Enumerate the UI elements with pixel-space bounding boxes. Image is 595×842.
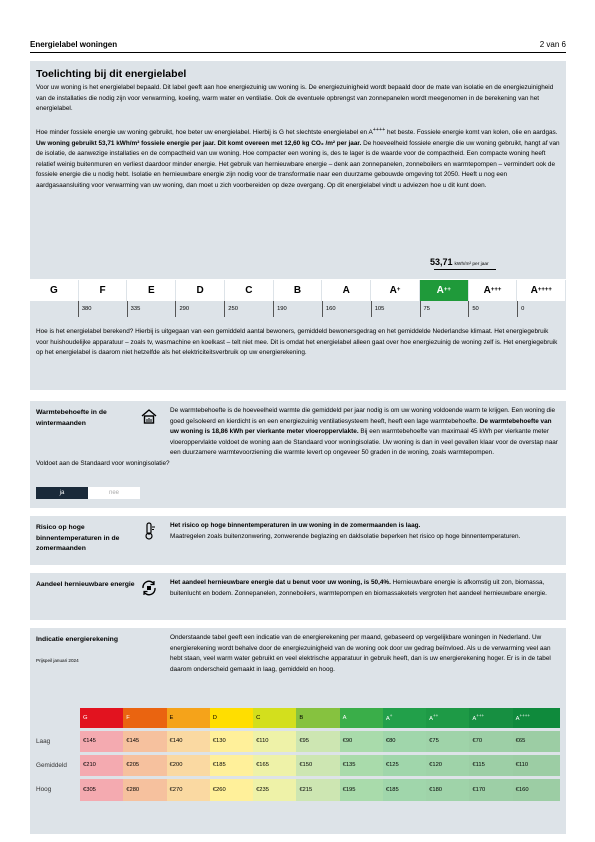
table-cell: €150 bbox=[296, 753, 339, 777]
table-cell: €280 bbox=[123, 777, 166, 801]
table-cell: €160 bbox=[513, 777, 560, 801]
calculation-paragraph: Hoe is het energielabel berekend? Hierbij is uitgegaan van een gemiddeld aantal bewoners, gemiddeld bewonersgedrag en het gemiddelde Nederlandse klimaat. Het energiegebruik voor huishoudelijke apparatuur – zoals tv, wasmachine en koelkast – telt niet mee. Dit is omdat het energielabel alleen gaat over hoe energiezuinig de woning zelf is. Het energiegebruik op het energielabel is daarom niet hetzelfde als het elektriciteitsverbruik op uw energierekening. bbox=[36, 328, 558, 356]
intro-section bbox=[30, 61, 566, 390]
intro-paragraph: Voor uw woning is het energielabel bepaald. Dit label geeft aan hoe energiezuinig uw woning is. De energiezuinigheid wordt bepaald door de mate van isolatie en de energiezuinigheid van de installaties die nodig zijn voor verwarming, koeling, warm water en ventilatie. Ook de eventuele opbrengst van zonnepanelen wordt meegenomen in de berekening van het energielabel. bbox=[36, 84, 554, 112]
column-header-4: C bbox=[253, 708, 296, 729]
table-cell: €235 bbox=[253, 777, 296, 801]
hernieuwbaar-section bbox=[30, 573, 566, 620]
section-label: Aandeel hernieuwbare energie bbox=[36, 581, 135, 588]
label-tick-6: 160 bbox=[322, 301, 371, 317]
fossil-paragraph: Hoe minder fossiele energie uw woning gebruikt, hoe beter uw energielabel. Hierbij is G het slechtste energielabel en A++++ het beste. Fossiele energie komt van kolen, olie en aardgas. Uw woning gebruikt 53,71 kWh/m² fossiele energie per jaar. Dit komt overeen met 12,60 kg CO₂ /m² per jaar. De hoeveelheid fossiele energie die uw woning gebruikt, hangt af van de isolatie, de aanwezige installaties en de compactheid van uw woning. Hoe compacter een woning is, des te lager is de waarde voor de compactheid. Een compacte woning heeft relatief weinig buitenmuren en verliest daardoor minder energie. Het gebruik van hernieuwbare energie – denk aan zonnepanelen, zonneboilers en warmtepompen – vermindert ook de fossiele energie die u nodig hebt. Isolatie en hernieuwbare energie zijn nodig voor de transformatie naar een duurzame gebouwde omgeving tot 2050. Heeft u nog een aardgasaansluiting voor verwarming van uw woning, dan moet u zich voorbereiden op deze overgang. Op dit energielabel vindt u adviezen hoe u dit kunt doen. bbox=[36, 127, 560, 189]
warmtebehoefte-section bbox=[30, 401, 566, 508]
standard-question: Voldoet aan de Standaard voor woningisolatie? bbox=[36, 460, 170, 467]
label-tick-2: 335 bbox=[127, 301, 176, 317]
label-band-9: A +++ bbox=[469, 280, 518, 301]
label-tick-4: 250 bbox=[224, 301, 273, 317]
table-cell: €205 bbox=[123, 753, 166, 777]
thermometer-icon bbox=[140, 522, 158, 540]
table-cell: €185 bbox=[383, 777, 426, 801]
table-cell: €70 bbox=[469, 729, 512, 753]
table-cell: €130 bbox=[210, 729, 253, 753]
table-header-row bbox=[36, 708, 560, 729]
table-corner bbox=[36, 708, 80, 729]
table-cell: €180 bbox=[426, 777, 469, 801]
table-cell: €65 bbox=[513, 729, 560, 753]
table-cell: €135 bbox=[340, 753, 383, 777]
section-label: Indicatie energierekening bbox=[36, 636, 118, 643]
warmte-value: De warmtebehoefte van uw woning is 18,86 kWh per vierkante meter vloeroppervlakte. bbox=[170, 417, 552, 435]
hernieuwbaar-text: Het aandeel hernieuwbare energie dat u benut voor uw woning, is 50,4%. Hernieuwbare energie is afkomstig uit zon, biomassa, buitenlucht en bodem. Zonnepanelen, zonneboilers, warmtepompen en biomassaketels vergroten het aandeel hernieuwbare energie. bbox=[170, 579, 547, 597]
section-title: Toelichting bij dit energielabel bbox=[36, 68, 187, 80]
marker-unit: kWh/m² per jaar bbox=[454, 262, 489, 267]
label-band-7: A + bbox=[371, 280, 420, 301]
section-label: Warmtebehoefte in de wintermaanden bbox=[36, 409, 107, 427]
label-tick-8: 75 bbox=[420, 301, 469, 317]
column-header-0: G bbox=[80, 708, 123, 729]
renewable-cycle-icon bbox=[140, 579, 158, 597]
marker-line bbox=[434, 269, 496, 270]
label-band-6: A bbox=[322, 280, 371, 301]
label-bands bbox=[30, 279, 566, 301]
column-header-5: B bbox=[296, 708, 339, 729]
column-header-6: A bbox=[340, 708, 383, 729]
label-ticks bbox=[30, 301, 566, 317]
table-cell: €75 bbox=[426, 729, 469, 753]
label-tick-5: 190 bbox=[273, 301, 322, 317]
table-cell: €185 bbox=[210, 753, 253, 777]
column-header-1: F bbox=[123, 708, 166, 729]
rekening-text: Onderstaande tabel geeft een indicatie van de energierekening per maand, gebaseerd op vergelijkbare woningen in Nederland. Uw energierekening wordt behalve door de energiezuinigheid van de woning ook door uw gedrag beïnvloed. Als u de verwarming veel aan hebt staan, veel warm water gebruikt en veel elektrische apparatuur in gebruik heeft, dan is uw energierekening hoger. Er is in de tabel daarom onderscheid gemaakt in laag, gemiddeld en hoog. bbox=[170, 634, 551, 673]
table-cell: €210 bbox=[80, 753, 123, 777]
table-cell: €80 bbox=[383, 729, 426, 753]
table-cell: €115 bbox=[469, 753, 512, 777]
house-heat-icon bbox=[140, 407, 158, 425]
label-band-0: G bbox=[30, 280, 79, 301]
row-label: Hoog bbox=[36, 777, 80, 801]
table-cell: €125 bbox=[383, 753, 426, 777]
label-band-10: A ++++ bbox=[517, 280, 566, 301]
label-tick-10: 0 bbox=[517, 301, 566, 317]
page-number: 2 van 6 bbox=[539, 40, 566, 49]
table-cell: €170 bbox=[469, 777, 512, 801]
label-tick-1: 380 bbox=[78, 301, 127, 317]
page-header bbox=[30, 40, 566, 49]
label-band-1: F bbox=[79, 280, 128, 301]
label-tick-7: 105 bbox=[371, 301, 420, 317]
table-row bbox=[36, 729, 560, 753]
table-cell: €95 bbox=[296, 729, 339, 753]
column-header-8: A++ bbox=[426, 708, 469, 729]
label-band-5: B bbox=[274, 280, 323, 301]
header-title: Energielabel woningen bbox=[30, 40, 118, 49]
table-cell: €110 bbox=[513, 753, 560, 777]
toggle-yes: ja bbox=[36, 487, 88, 499]
label-band-8: A ++ bbox=[420, 280, 469, 301]
header-divider bbox=[30, 52, 566, 53]
table-cell: €195 bbox=[340, 777, 383, 801]
risico-text: Het risico op hoge binnentemperaturen in uw woning in de zomermaanden is laag. Maatregelen zoals buitenzonwering, zonwerende beglazing en daklsolatie beperken het risico op hoge binnentemperaturen. bbox=[170, 522, 521, 540]
column-header-10: A++++ bbox=[513, 708, 560, 729]
hernieuwbaar-value: Het aandeel hernieuwbare energie dat u benut voor uw woning, is 50,4%. bbox=[170, 579, 391, 586]
marker-value: 53,71 bbox=[430, 257, 453, 267]
table-cell: €140 bbox=[167, 729, 210, 753]
table-row bbox=[36, 753, 560, 777]
risico-section bbox=[30, 516, 566, 565]
label-band-4: C bbox=[225, 280, 274, 301]
table-cell: €120 bbox=[426, 753, 469, 777]
toggle-no: nee bbox=[88, 487, 140, 499]
table-cell: €145 bbox=[80, 729, 123, 753]
energierekening-section bbox=[30, 628, 566, 834]
column-header-2: E bbox=[167, 708, 210, 729]
row-label: Gemiddeld bbox=[36, 753, 80, 777]
label-band-2: E bbox=[127, 280, 176, 301]
energy-bill-table bbox=[36, 708, 560, 801]
standard-toggle bbox=[36, 487, 140, 499]
table-cell: €215 bbox=[296, 777, 339, 801]
table-cell: €260 bbox=[210, 777, 253, 801]
table-body bbox=[36, 729, 560, 801]
fossil-energy-value: Uw woning gebruikt 53,71 kWh/m² fossiele energie per jaar. Dit komt overeen met 12,60 kg CO₂ /m² per jaar. bbox=[36, 139, 362, 147]
table-cell: €305 bbox=[80, 777, 123, 801]
label-tick-3: 290 bbox=[175, 301, 224, 317]
label-band-3: D bbox=[176, 280, 225, 301]
row-label: Laag bbox=[36, 729, 80, 753]
energy-label-scale bbox=[30, 279, 566, 319]
column-header-9: A+++ bbox=[469, 708, 512, 729]
label-marker bbox=[430, 257, 489, 267]
column-header-3: D bbox=[210, 708, 253, 729]
table-cell: €200 bbox=[167, 753, 210, 777]
table-cell: €270 bbox=[167, 777, 210, 801]
label-tick-9: 50 bbox=[468, 301, 517, 317]
table-cell: €165 bbox=[253, 753, 296, 777]
section-label: Risico op hoge binnentemperaturen in de zomermaanden bbox=[36, 524, 120, 552]
table-cell: €110 bbox=[253, 729, 296, 753]
risico-value: Het risico op hoge binnentemperaturen in uw woning in de zomermaanden is laag. bbox=[170, 522, 421, 529]
table-cell: €145 bbox=[123, 729, 166, 753]
column-header-7: A+ bbox=[383, 708, 426, 729]
price-level-note: Prijspeil januari 2024 bbox=[36, 658, 79, 663]
table-row bbox=[36, 777, 560, 801]
warmte-text: De warmtebehoefte is de hoeveelheid warmte die gemiddeld per jaar nodig is om uw woning voldoende warm te krijgen. Een woning die goed geïsoleerd en kierdicht is en een energiezuinig ventilatiesysteem heeft, heeft een lage warmtebehoefte. De warmtebehoefte van uw woning is 18,86 kWh per vierkante meter vloeroppervlakte. Bij een warmtebehoefte van maximaal 45 kWh per vierkante meter vloeroppervlakte voldoet de woning aan de Standaard voor woningisolatie. Uw woning is dan in veel gevallen klaar voor de overstap naar een duurzamere warmtevoorziening die warmte levert op ongeveer 50 graden in de woning, zoals warmtepompen. bbox=[170, 407, 558, 456]
label-tick-0 bbox=[30, 301, 78, 317]
table-cell: €90 bbox=[340, 729, 383, 753]
